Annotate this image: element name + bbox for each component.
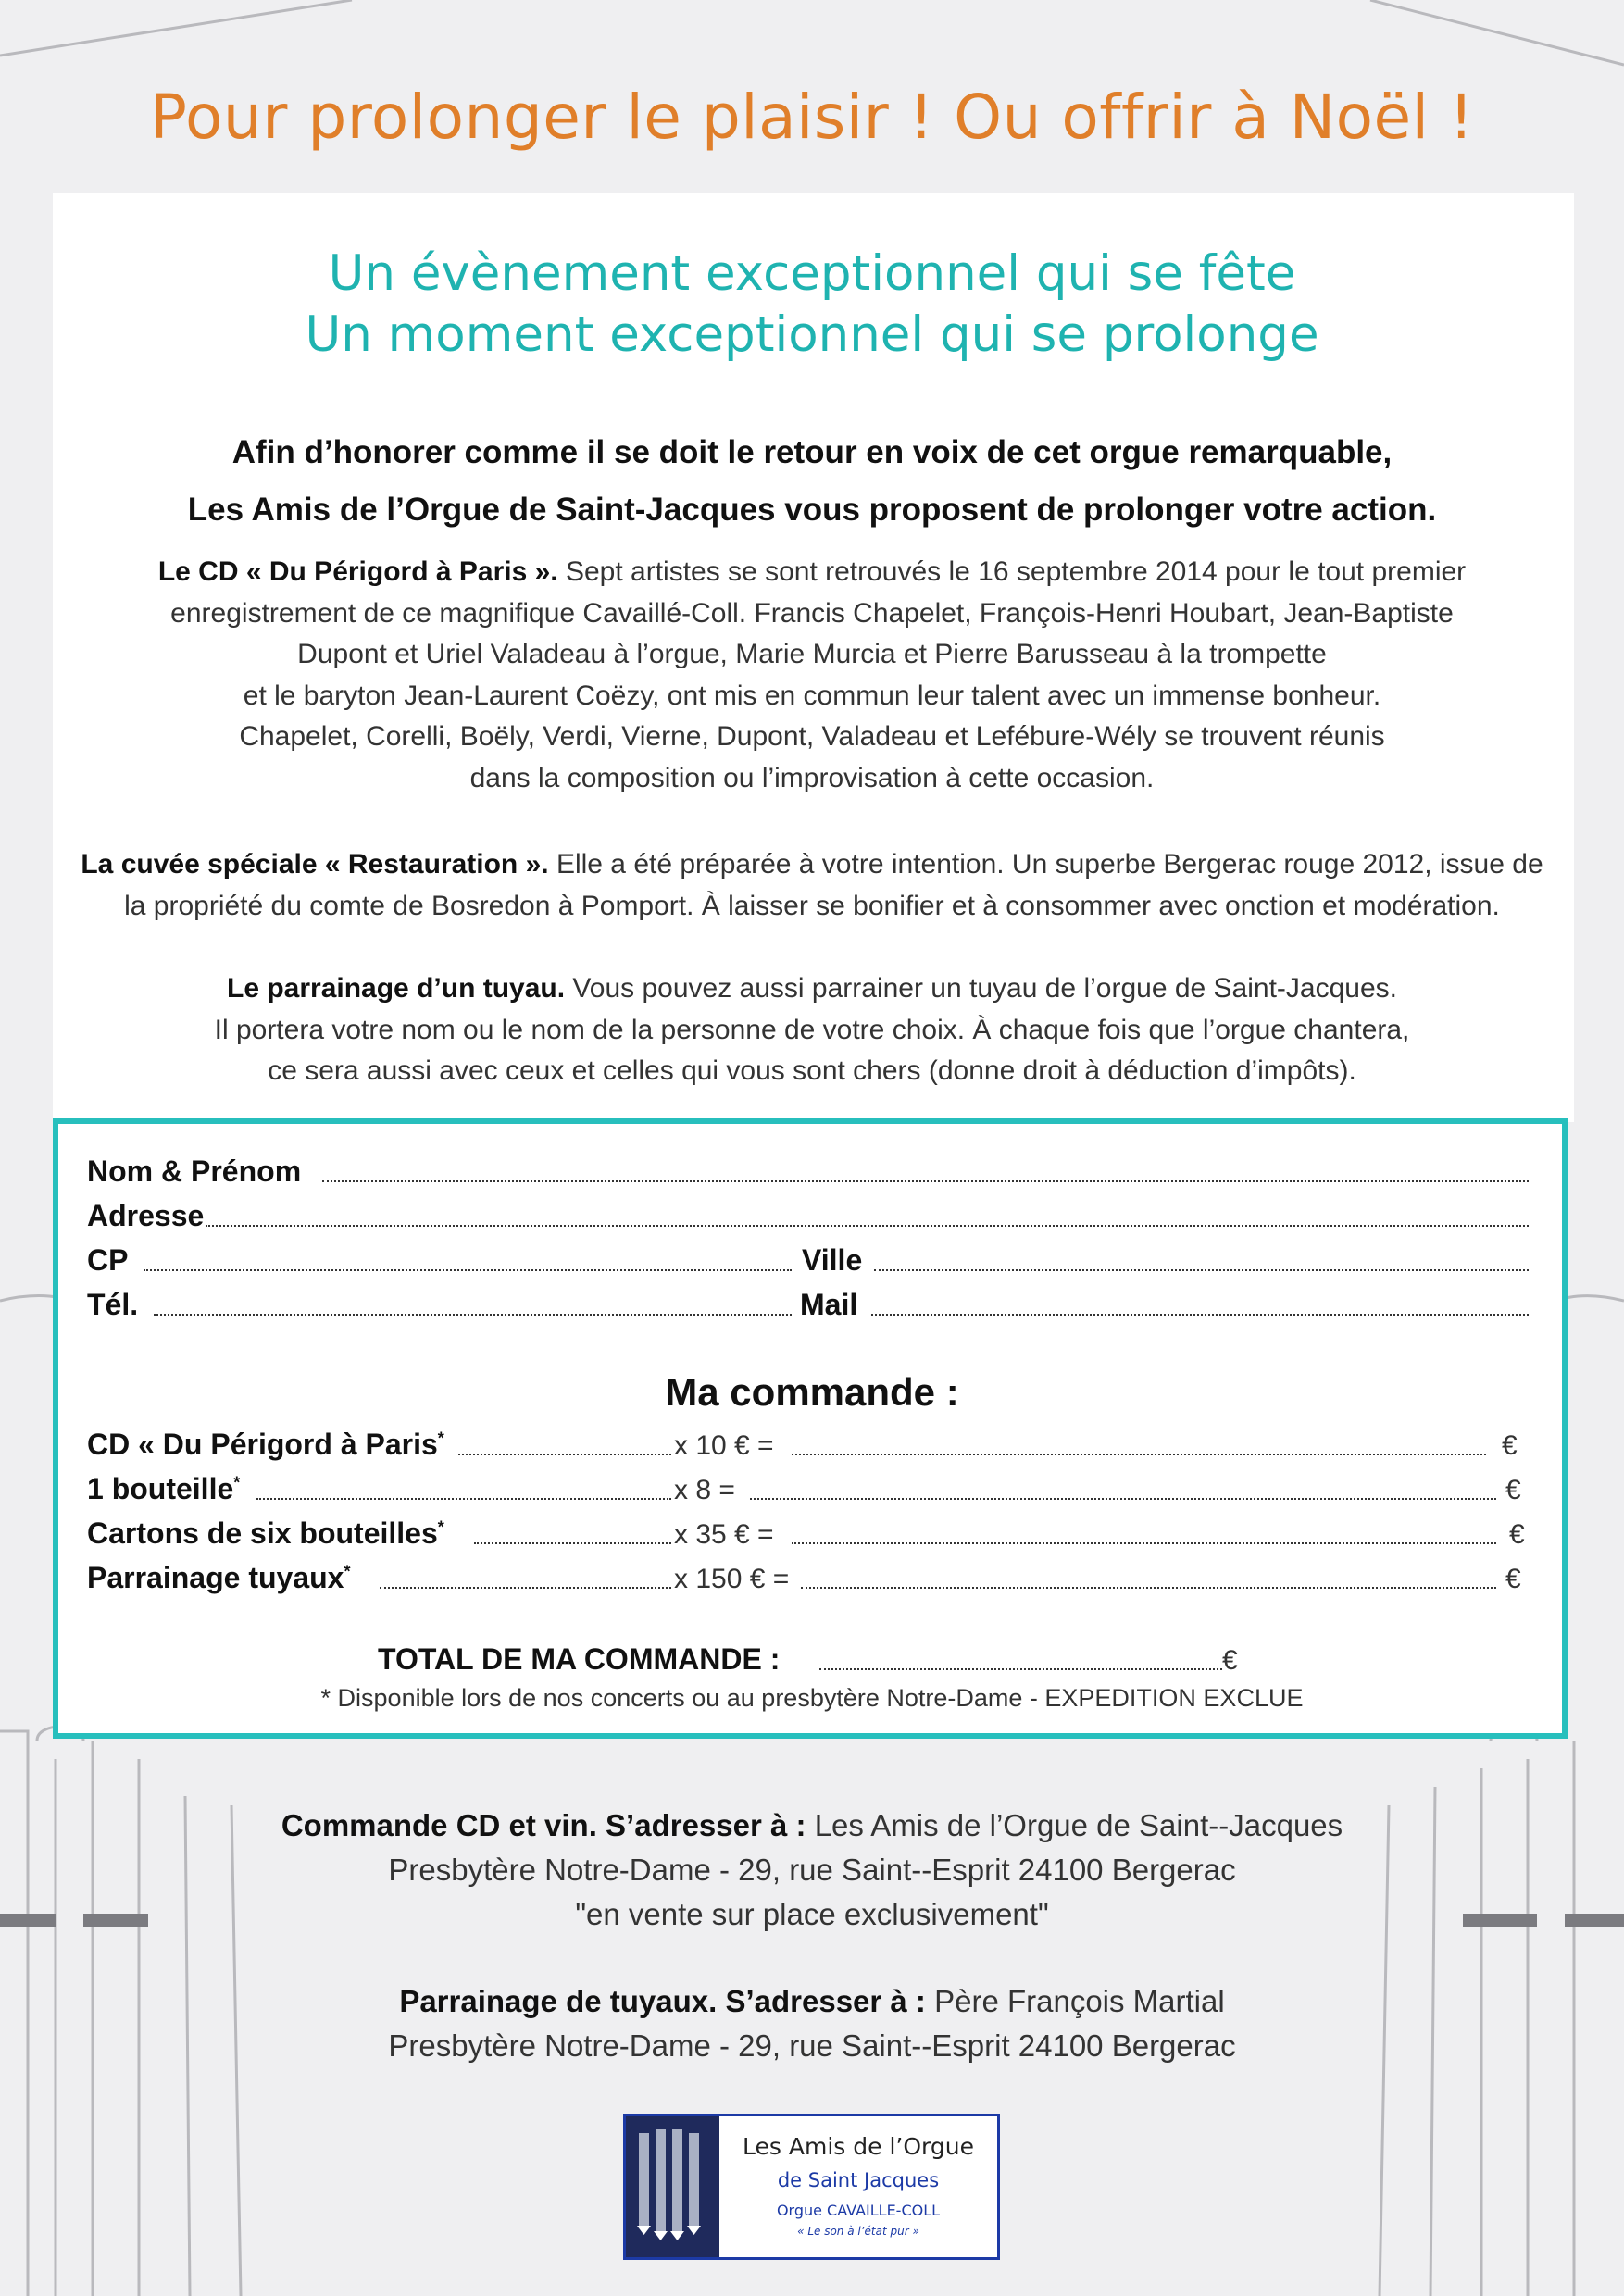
intro-line-2: Les Amis de l’Orgue de Saint-Jacques vous proposent de prolonger votre action. [187, 492, 1437, 528]
cd-text: Sept artistes se sont retrouvés le 16 septembre 2014 pour le tout premier [557, 556, 1467, 587]
organ-pipes-logo-image [626, 2116, 719, 2257]
intro-line-1: Afin d’honorer comme il se doit le retour en voix de cet orgue remarquable, [231, 434, 1393, 470]
subtitle [0, 243, 1624, 366]
item-bottle-qty-field[interactable] [256, 1498, 671, 1500]
pipe-line-2: Il portera votre nom ou le nom de la personne de votre choix. À chaque fois que l’orgue chantera, [214, 1014, 1410, 1045]
item-cartons-price: x 35 € = [674, 1519, 774, 1550]
item-cartons-amount-field[interactable] [792, 1542, 1496, 1544]
item-pipes-currency: € [1505, 1564, 1521, 1594]
logo-parish: de Saint Jacques [777, 2169, 940, 2191]
wine-title: La cuvée spéciale « Restauration ». [81, 849, 549, 880]
cp-label: CP [87, 1243, 129, 1277]
subtitle-line-1: Un évènement exceptionnel qui se fête [328, 245, 1296, 302]
subtitle-line-2: Un moment exceptionnel qui se prolonge [305, 306, 1319, 363]
cd-line-5: Chapelet, Corelli, Boëly, Verdi, Vierne, Dupont, Valadeau et Lefébure-Wély se trouvent réunis [239, 721, 1385, 752]
item-bottle-currency: € [1505, 1475, 1521, 1505]
cp-field[interactable] [144, 1269, 792, 1271]
item-bottle-label: 1 bouteille* [87, 1472, 241, 1505]
item-cd-qty-field[interactable] [458, 1454, 671, 1455]
city-field[interactable] [874, 1269, 1529, 1271]
item-cd-currency: € [1502, 1430, 1518, 1461]
item-bottle-amount-field[interactable] [750, 1498, 1496, 1500]
total-field[interactable] [819, 1668, 1222, 1670]
name-label: Nom & Prénom [87, 1154, 302, 1188]
item-bottle-price: x 8 = [674, 1475, 735, 1505]
contact-pipe-address: Presbytère Notre-Dame - 29, rue Saint--Esprit 24100 Bergerac [388, 2028, 1236, 2063]
address-field[interactable] [206, 1225, 1529, 1227]
name-field[interactable] [322, 1180, 1529, 1182]
pipe-text: Vous pouvez aussi parrainer un tuyau de l’orgue de Saint-Jacques. [565, 973, 1397, 1004]
contact-pipe [0, 1979, 1624, 2068]
contact-pipe-heading: Parrainage de tuyaux. S’adresser à : [399, 1984, 926, 2018]
phone-field[interactable] [154, 1314, 792, 1316]
item-pipes-qty-field[interactable] [380, 1587, 671, 1589]
headline: Pour prolonger le plaisir ! Ou offrir à Noël ! [150, 81, 1474, 153]
item-cartons-currency: € [1509, 1519, 1525, 1550]
pipe-title: Le parrainage d’un tuyau. [227, 973, 566, 1004]
contact-cd-address: Presbytère Notre-Dame - 29, rue Saint--Esprit 24100 Bergerac [388, 1853, 1236, 1887]
item-pipes-amount-field[interactable] [801, 1587, 1496, 1589]
item-cd-price: x 10 € = [674, 1430, 774, 1461]
cd-paragraph [74, 552, 1550, 799]
wine-paragraph [74, 844, 1550, 927]
cd-line-6: dans la composition ou l’improvisation à cette occasion. [469, 762, 1155, 793]
wine-text: Elle a été préparée à votre intention. Un superbe Bergerac rouge 2012, issue de [548, 849, 1543, 880]
logo-organ: Orgue CAVAILLE-COLL [776, 2202, 941, 2219]
cd-line-4: et le baryton Jean-Laurent Coëzy, ont mis en commun leur talent avec un immense bonheur. [243, 680, 1381, 711]
mail-field[interactable] [871, 1314, 1529, 1316]
wine-line-2: la propriété du comte de Bosredon à Pomport. À laisser se bonifier et à consommer avec onction et modération. [124, 890, 1500, 921]
total-currency: € [1222, 1645, 1238, 1676]
item-pipes-price: x 150 € = [674, 1564, 790, 1594]
address-label: Adresse [87, 1199, 205, 1232]
pipe-paragraph [74, 968, 1550, 1092]
cd-line-2: enregistrement de ce magnifique Cavaillé-Coll. Francis Chapelet, François-Henri Houbart, Jean-Baptiste [170, 597, 1454, 629]
item-cd-label: CD « Du Périgord à Paris* [87, 1428, 444, 1461]
item-cartons-qty-field[interactable] [474, 1542, 671, 1544]
item-cartons-label: Cartons de six bouteilles* [87, 1516, 444, 1550]
contact-cd-onsite: "en vente sur place exclusivement" [575, 1897, 1049, 1931]
association-logo [623, 2114, 1000, 2260]
contact-cd-heading: Commande CD et vin. S’adresser à : [281, 1808, 806, 1842]
cd-title: Le CD « Du Périgord à Paris ». [157, 556, 558, 587]
logo-name: Les Amis de l’Orgue [743, 2133, 974, 2160]
pipe-line-3: ce sera aussi avec ceux et celles qui vous sont chers (donne droit à déduction d’impôts). [268, 1055, 1356, 1086]
contact-pipe-name: Père François Martial [925, 1984, 1225, 2018]
order-title: Ma commande : [665, 1370, 959, 1414]
total-label: TOTAL DE MA COMMANDE : [378, 1642, 781, 1676]
logo-motto: « Le son à l’état pur » [797, 2225, 919, 2238]
city-label: Ville [802, 1243, 863, 1277]
contact-cd [0, 1803, 1624, 1937]
item-pipes-label: Parrainage tuyaux* [87, 1561, 351, 1594]
phone-label: Tél. [87, 1288, 139, 1321]
mail-label: Mail [800, 1288, 858, 1321]
contact-cd-name: Les Amis de l’Orgue de Saint--Jacques [806, 1808, 1343, 1842]
item-cd-amount-field[interactable] [792, 1454, 1486, 1455]
cd-line-3: Dupont et Uriel Valadeau à l’orgue, Marie Murcia et Pierre Barusseau à la trompette [297, 639, 1327, 669]
availability-note: * Disponible lors de nos concerts ou au presbytère Notre-Dame - EXPEDITION EXCLUE [320, 1684, 1304, 1712]
intro-text [0, 424, 1624, 539]
